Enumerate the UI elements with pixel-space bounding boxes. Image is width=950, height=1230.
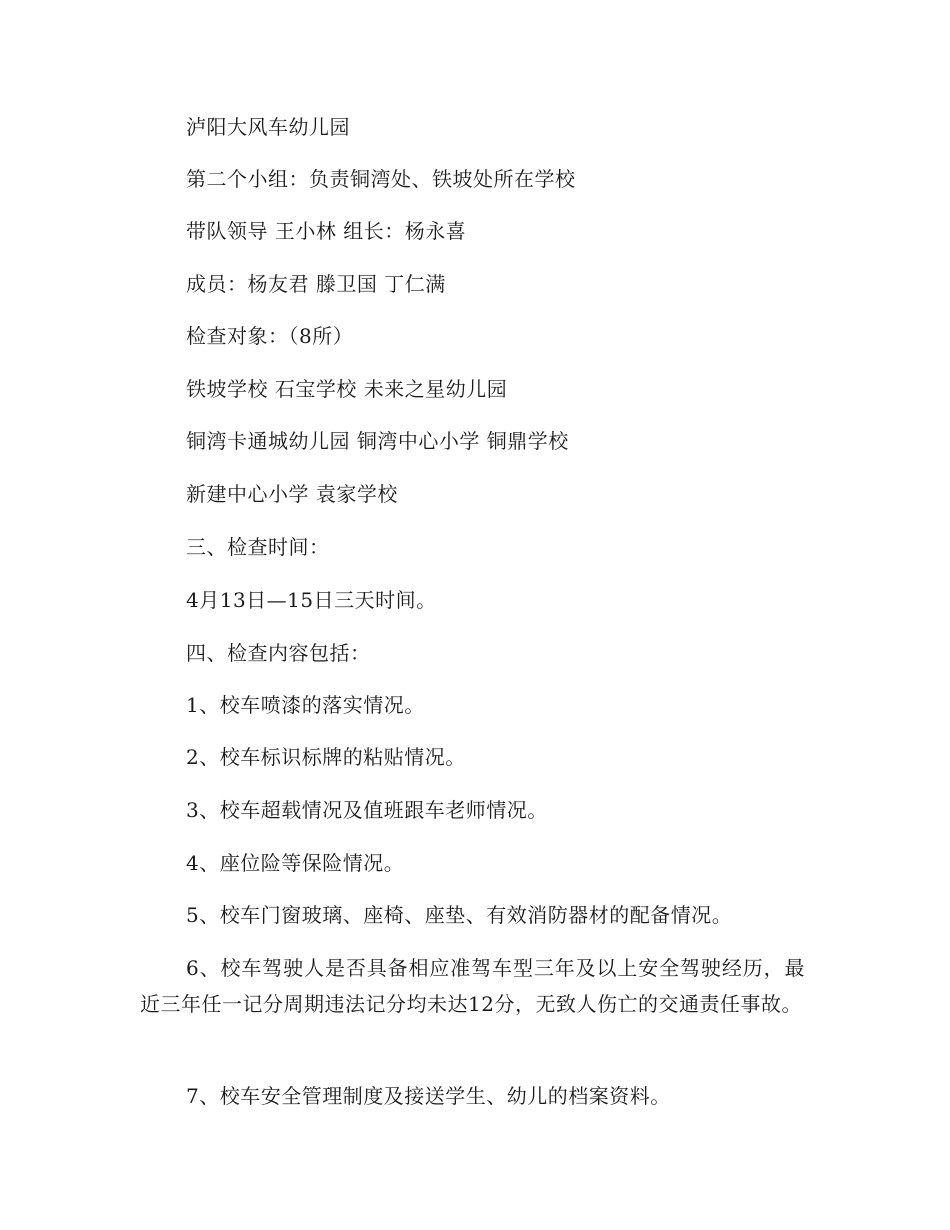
text-line-inspection-targets: 检查对象：（8所） bbox=[186, 324, 354, 348]
list-item-7: 7、校车安全管理制度及接送学生、幼儿的档案资料。 bbox=[186, 1084, 671, 1108]
text-line-kindergarten: 泸阳大风车幼儿园 bbox=[186, 115, 350, 139]
text-line-schools-2: 铜湾卡通城幼儿园 铜湾中心小学 铜鼎学校 bbox=[186, 429, 569, 453]
text-line-leaders: 带队领导 王小林 组长：杨永喜 bbox=[186, 219, 467, 243]
section-heading-content: 四、检查内容包括： bbox=[186, 641, 371, 665]
text-line-group-two: 第二个小组：负责铜湾处、铁坡处所在学校 bbox=[186, 167, 576, 191]
list-item-1: 1、校车喷漆的落实情况。 bbox=[186, 693, 425, 717]
list-item-4: 4、座位险等保险情况。 bbox=[186, 851, 405, 875]
text-line-dates: 4月13日—15日三天时间。 bbox=[186, 588, 437, 612]
text-line-members: 成员：杨友君 滕卫国 丁仁满 bbox=[186, 272, 446, 296]
list-item-6: 6、校车驾驶人是否具备相应准驾车型三年及以上安全驾驶经历，最近三年任一记分周期违法记分均未达12分，无致人伤亡的交通责任事故。 bbox=[140, 956, 805, 1016]
section-heading-time: 三、检查时间： bbox=[186, 535, 330, 559]
text-line-schools-3: 新建中心小学 袁家学校 bbox=[186, 482, 398, 506]
list-item-3: 3、校车超载情况及值班跟车老师情况。 bbox=[186, 798, 548, 822]
list-item-5: 5、校车门窗玻璃、座椅、座垫、有效消防器材的配备情况。 bbox=[186, 903, 733, 927]
text-line-schools-1: 铁坡学校 石宝学校 未来之星幼儿园 bbox=[186, 377, 508, 401]
list-item-2: 2、校车标识标牌的粘贴情况。 bbox=[186, 745, 466, 769]
